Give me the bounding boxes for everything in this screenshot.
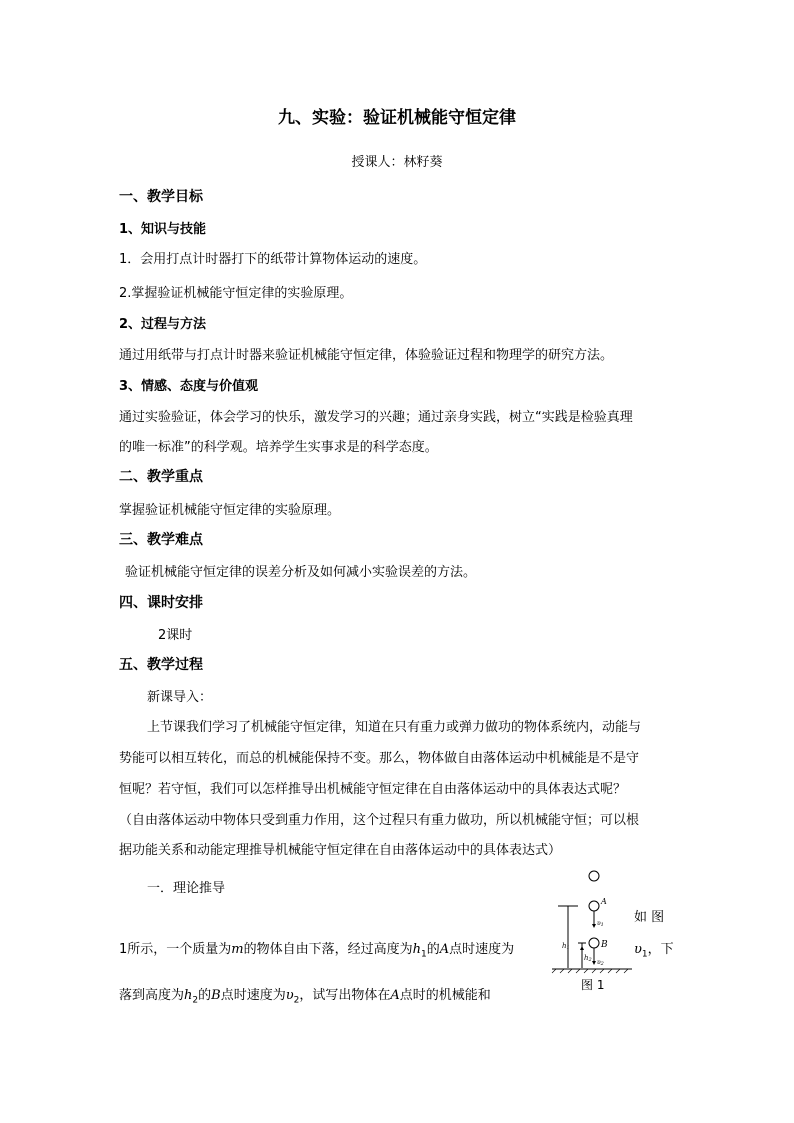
subheading-process: 2、过程与方法: [119, 317, 207, 332]
derive-line2: [119, 984, 491, 1006]
label-h2: h2: [584, 954, 592, 963]
goal1-item1: 1．会用打点计时器打下的纸带计算物体运动的速度。: [119, 252, 427, 267]
h1-subscript: 1: [421, 949, 427, 960]
ball-a: [589, 901, 599, 911]
intro-label: 新课导入：: [147, 690, 213, 705]
h2-symbol: h: [184, 988, 193, 1003]
difficulty-text: 验证机械能守恒定律的误差分析及如何减小实验误差的方法。: [125, 565, 477, 580]
ball-b: [589, 938, 599, 948]
goal3-text-line2: 的唯一标准”的科学观。培养学生实事求是的科学态度。: [119, 440, 438, 455]
v2-arrowhead: [592, 961, 596, 965]
derive-line2-a: 落到高度为: [119, 988, 185, 1003]
subheading-knowledge: 1、知识与技能: [119, 222, 207, 237]
h2-arrowhead: [580, 946, 584, 950]
subheading-attitude: 3、情感、态度与价值观: [119, 379, 259, 394]
para2-line2: 据功能关系和动能定理推导机械能守恒定律在自由落体运动中的具体表达式）: [119, 843, 562, 858]
label-v2: υ2: [597, 959, 604, 967]
section-heading-key: 二、教学重点: [119, 469, 203, 485]
theory-heading: 一．理论推导: [147, 881, 226, 896]
label-h1: h1: [562, 942, 570, 951]
derive-line1-b: 的物体自由下落，经过高度为: [243, 942, 413, 957]
key-text: 掌握验证机械能守恒定律的实验原理。: [119, 503, 341, 518]
derive-line1-c: 的: [426, 942, 440, 957]
goal3-text-line1: 通过实验验证，体会学习的快乐，激发学习的兴趣；通过亲身实践，树立“实践是检验真理: [119, 410, 633, 425]
label-b: B: [601, 940, 608, 950]
point-a-symbol-2: A: [390, 988, 400, 1003]
v1-symbol: υ: [634, 942, 642, 957]
derive-line2-d: ，试写出物体在: [299, 988, 391, 1003]
section-heading-schedule: 四、课时安排: [119, 595, 203, 611]
point-b-symbol: B: [211, 988, 221, 1003]
page-title: 九、实验：验证机械能守恒定律: [278, 108, 516, 128]
derive-line1-a: 1所示，一个质量为: [119, 942, 232, 957]
author-line: 授课人：林籽葵: [351, 155, 443, 170]
derive-line2-c: 点时速度为: [220, 988, 286, 1003]
derive-line1-d: 点时速度为: [449, 942, 515, 957]
v2-subscript: 2: [293, 995, 300, 1006]
section-heading-difficulty: 三、教学难点: [119, 532, 203, 548]
figure-caption: 图 1: [581, 978, 605, 992]
para1-line1: 上节课我们学习了机械能守恒定律，知道在只有重力或弹力做功的物体系统内，动能与: [147, 720, 642, 735]
label-a: A: [601, 897, 607, 906]
figure-side-tail: ，下: [647, 942, 674, 957]
derive-line2-b: 的: [198, 988, 212, 1003]
goal2-text: 通过用纸带与打点计时器来验证机械能守恒定律，体验验证过程和物理学的研究方法。: [119, 348, 614, 363]
para2-line1: （自由落体运动中物体只受到重力作用，这个过程只有重力做功，所以机械能守恒；可以根: [119, 813, 640, 828]
goal1-item2: 2.掌握验证机械能守恒定律的实验原理。: [119, 286, 353, 301]
section-heading-goals: 一、教学目标: [119, 189, 203, 205]
figure-side-text: 如 图: [634, 910, 665, 925]
h1-symbol: h: [412, 942, 421, 957]
v1-arrowhead: [592, 924, 596, 928]
h2-subscript: 2: [192, 995, 199, 1006]
point-a-symbol: A: [439, 942, 450, 957]
derive-line2-e: 点时的机械能和: [399, 988, 491, 1003]
v1-subscript: 1: [641, 949, 648, 960]
para1-line3: 恒呢？若守恒，我们可以怎样推导出机械能守恒定律在自由落体运动中的具体表达式呢？: [119, 782, 627, 797]
label-v1: υ1: [597, 920, 604, 928]
derive-line1: [119, 938, 514, 960]
mass-symbol: m: [231, 942, 244, 957]
para1-line2: 势能可以相互转化，而总的机械能保持不变。那么，物体做自由落体运动中机械能是不是守: [119, 751, 640, 766]
schedule-text: 2课时: [158, 628, 193, 643]
v2-symbol: υ: [285, 988, 294, 1003]
free-fall-figure: [548, 868, 688, 1008]
start-ball: [589, 871, 599, 881]
section-heading-process: 五、教学过程: [119, 657, 203, 673]
ground-hatching: [552, 969, 628, 973]
